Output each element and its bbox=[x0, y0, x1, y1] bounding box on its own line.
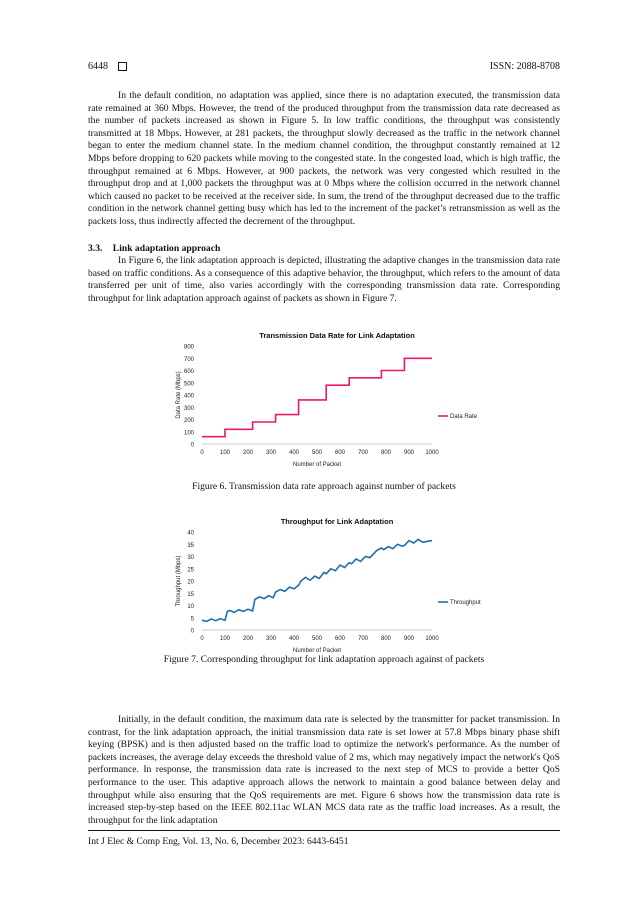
throughput-chart bbox=[170, 512, 490, 662]
x-tick-label: 400 bbox=[288, 450, 300, 456]
x-tick-label: 700 bbox=[357, 636, 369, 642]
x-tick-label: 900 bbox=[403, 636, 415, 642]
x-tick-label: 500 bbox=[311, 636, 323, 642]
x-tick-label: 600 bbox=[334, 636, 346, 642]
chart-title: Transmission Data Rate for Link Adaptation bbox=[259, 331, 415, 340]
y-tick-label: 100 bbox=[183, 430, 194, 437]
section-title: Link adaptation approach bbox=[112, 243, 221, 254]
y-tick-label: 20 bbox=[187, 579, 194, 586]
x-tick-label: 200 bbox=[242, 450, 254, 456]
x-tick-label: 0 bbox=[200, 450, 204, 456]
square-icon bbox=[118, 62, 127, 71]
y-tick-label: 300 bbox=[183, 405, 194, 412]
section-heading bbox=[88, 243, 220, 254]
paragraph-default-condition bbox=[88, 90, 560, 229]
figure6-caption: Figure 6. Transmission data rate approach against number of packets bbox=[192, 481, 456, 492]
x-tick-label: 400 bbox=[288, 636, 300, 642]
data-rate-chart bbox=[170, 326, 490, 476]
y-axis-label: Data Rate (Mbps) bbox=[176, 371, 182, 419]
footer-divider bbox=[88, 830, 560, 831]
x-tick-label: 800 bbox=[380, 450, 392, 456]
x-tick-label: 300 bbox=[265, 636, 277, 642]
y-tick-label: 30 bbox=[187, 555, 194, 561]
x-tick-label: 0 bbox=[200, 636, 204, 642]
y-tick-label: 10 bbox=[187, 604, 194, 610]
page-number: 6448 bbox=[88, 60, 108, 72]
x-tick-label: 900 bbox=[403, 450, 415, 456]
y-tick-label: 700 bbox=[183, 356, 194, 363]
x-axis-label: Number of Packet bbox=[292, 648, 342, 654]
issn-label: ISSN: 2088-8708 bbox=[489, 60, 560, 72]
y-tick-label: 0 bbox=[190, 628, 194, 635]
chart-title: Throughput for Link Adaptation bbox=[280, 517, 394, 526]
x-tick-label: 100 bbox=[219, 636, 231, 642]
y-tick-label: 35 bbox=[187, 542, 194, 549]
y-axis-label: Throughput (Mbps) bbox=[176, 555, 182, 607]
y-tick-label: 500 bbox=[183, 381, 194, 388]
x-tick-label: 100 bbox=[219, 450, 231, 456]
page-header bbox=[88, 58, 560, 74]
figure7-caption: Figure 7. Corresponding throughput for link adaptation approach against of packets bbox=[163, 654, 485, 665]
y-tick-label: 15 bbox=[187, 591, 194, 598]
x-tick-label: 600 bbox=[334, 450, 346, 456]
paragraph-text: In the default condition, no adaptation was applied, since there is no adaptation executed, the transmission data rate remained at 360 Mbps. However, the trend of the produced throughput from the transmission data rate decreased as the number of packets increased as shown in Figure 5. In low traffic conditions, the throughput was consistently transmitted at 18 Mbps. However, at 281 packets, the throughput slowly decreased as the traffic in the network channel began to enter the medium channel state. In the medium channel condition, the throughput constantly remained at 12 Mbps before dropping to 620 packets while moving to the congested state. In the congested load, which is high traffic, the throughput remained at 6 Mbps. However, at 900 packets, the network was very congested which resulted in the throughput drop and at 1,000 packets the throughput was at 0 Mbps where the collision occurred in the network channel which caused no packet to be received at the receiver side. In sum, the trend of the throughput decreased due to the traffic condition in the network channel getting busy which has led to the increment of the packet’s retransmission as well as the packets loss, thus indirectly affected the decrement of the throughput. bbox=[88, 90, 560, 227]
paragraph-text: Initially, in the default condition, the maximum data rate is selected by the transmitter for packet transmission. In contrast, for the link adaptation approach, the initial transmission data rate is set lower at 57.8 Mbps binary phase shift keying (BPSK) and is then adjusted based on the traffic load to optimize the network's performance. As the number of packets increases, the average delay exceeds the threshold value of 2 ms, which may negatively impact the network's QoS performance. In response, the transmission data rate is increased to the next step of MCS to provide a better QoS performance to the user. This adaptive approach allows the network to maintain a good balance between delay and throughput while also ensuring that the QoS requirements are met. Figure 6 shows how the transmission data rate is increased step-by-step based on the IEEE 802.11ac WLAN MCS data rate as the traffic load increases. As a result, the throughput for the link adaptation bbox=[88, 714, 560, 826]
x-tick-label: 700 bbox=[357, 450, 369, 456]
header-left bbox=[88, 61, 127, 72]
legend-label: Throughput bbox=[450, 600, 481, 606]
y-tick-label: 400 bbox=[183, 393, 194, 400]
y-tick-label: 800 bbox=[183, 344, 194, 351]
y-tick-label: 40 bbox=[187, 530, 194, 537]
y-tick-label: 200 bbox=[183, 418, 194, 424]
paragraph-initial-condition bbox=[88, 714, 560, 827]
series-line bbox=[202, 358, 432, 436]
section-number: 3.3. bbox=[88, 243, 103, 254]
page-footer: Int J Elec & Comp Eng, Vol. 13, No. 6, December 2023: 6443-6451 bbox=[88, 836, 349, 847]
x-tick-label: 500 bbox=[311, 450, 323, 456]
x-tick-label: 800 bbox=[380, 636, 392, 642]
x-tick-label: 1000 bbox=[425, 636, 439, 642]
y-tick-label: 25 bbox=[187, 567, 194, 574]
legend-label: Data Rate bbox=[450, 414, 478, 420]
paragraph-text: In Figure 6, the link adaptation approach is depicted, illustrating the adaptive changes in the transmission data rate based on traffic conditions. As a consequence of this adaptive behavior, the throughput, which refers to the amount of data transferred per unit of time, also varies accordingly with the corresponding transmission data rate. Corresponding throughput for link adaptation approach against of packets as shown in Figure 7. bbox=[88, 255, 560, 304]
y-tick-label: 600 bbox=[183, 369, 194, 375]
x-tick-label: 300 bbox=[265, 450, 277, 456]
x-axis-label: Number of Packet bbox=[292, 462, 342, 468]
series-line bbox=[202, 539, 432, 621]
x-tick-label: 1000 bbox=[425, 450, 439, 456]
y-tick-label: 5 bbox=[190, 616, 194, 623]
y-tick-label: 0 bbox=[190, 442, 194, 449]
x-tick-label: 200 bbox=[242, 636, 254, 642]
paragraph-link-adaptation bbox=[88, 255, 560, 305]
